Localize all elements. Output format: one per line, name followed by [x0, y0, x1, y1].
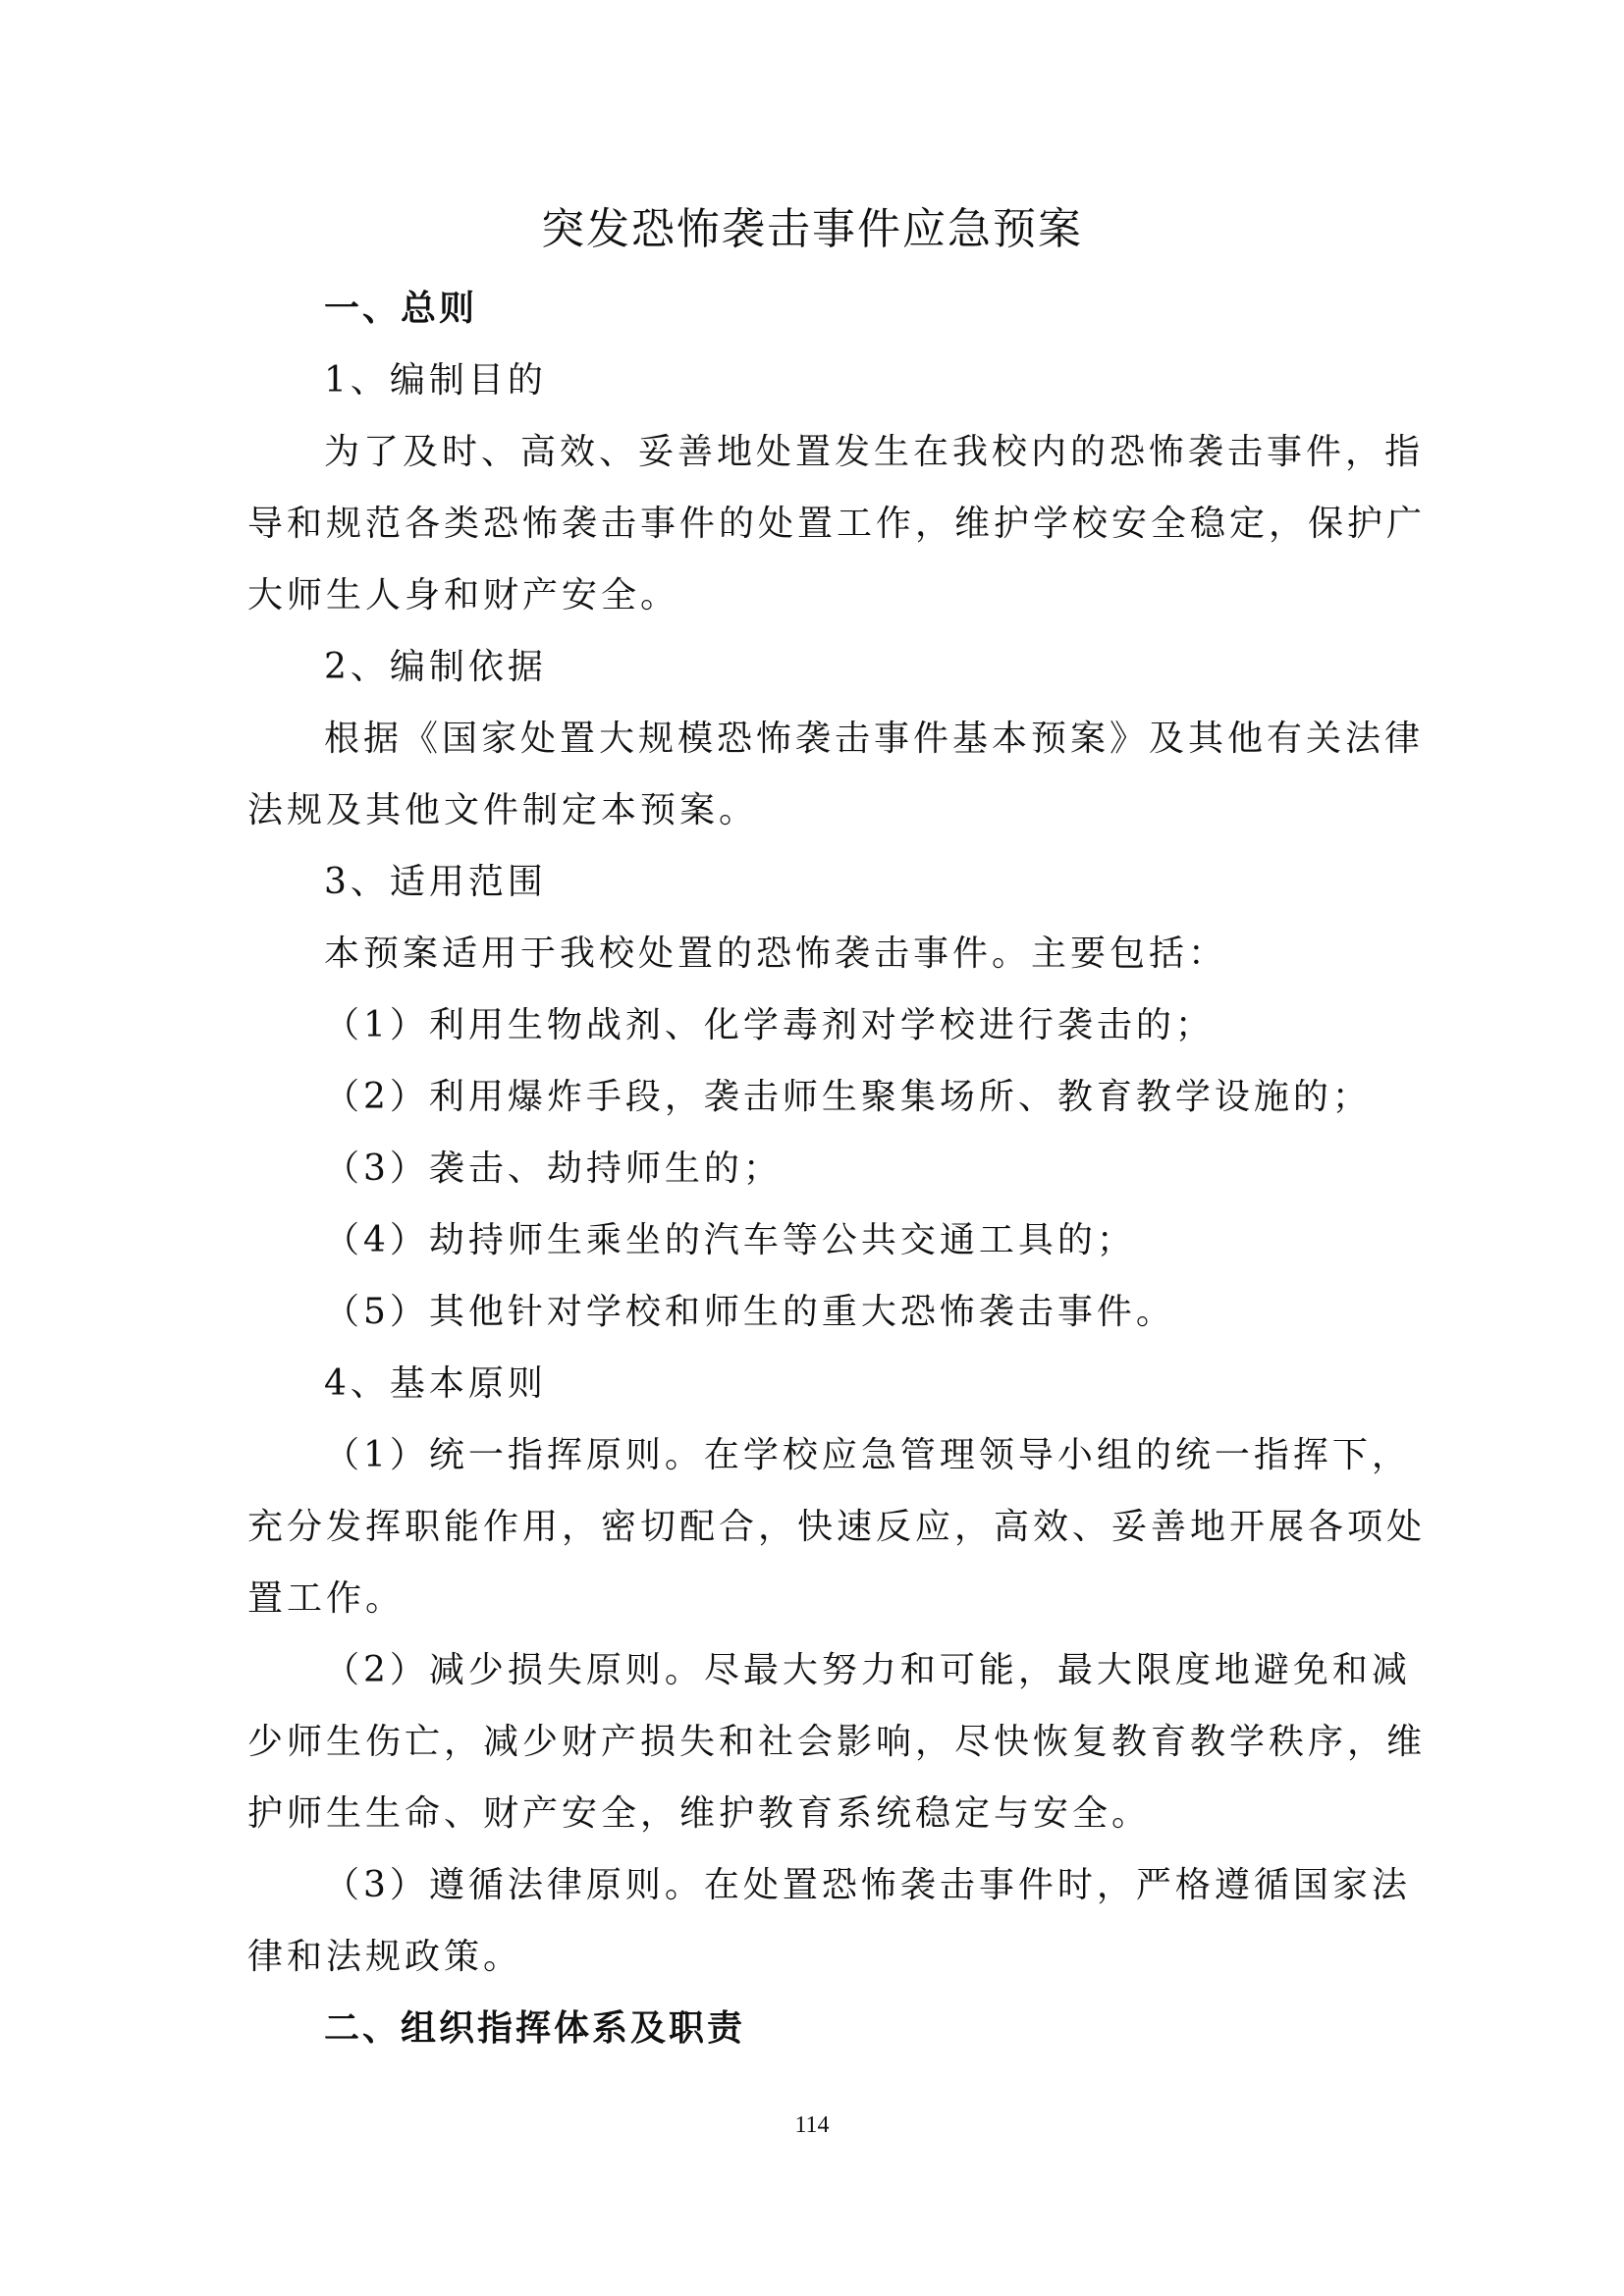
paragraph-line: 置工作。: [247, 1578, 406, 1619]
paragraph-line: 充分发挥职能作用，密切配合，快速反应，高效、妥善地开展各项处: [247, 1507, 1427, 1547]
subsection-heading: 1、编制目的: [324, 360, 547, 400]
subsection-heading: 3、适用范围: [324, 862, 547, 902]
paragraph-line: 导和规范各类恐怖袭击事件的处置工作，维护学校安全稳定，保护广: [247, 504, 1427, 544]
paragraph-line: 少师生伤亡，减少财产损失和社会影响，尽快恢复教育教学秩序，维: [247, 1722, 1427, 1762]
list-item: （4）劫持师生乘坐的汽车等公共交通工具的；: [324, 1220, 1136, 1260]
paragraph-line: （2）减少损失原则。尽最大努力和可能，最大限度地避免和减: [324, 1650, 1411, 1690]
paragraph-line: 护师生生命、财产安全，维护教育系统稳定与安全。: [247, 1793, 1152, 1834]
list-item: （3）袭击、劫持师生的；: [324, 1148, 783, 1189]
paragraph-line: 律和法规政策。: [247, 1937, 523, 1977]
subsection-heading: 2、编制依据: [324, 647, 547, 687]
list-item: （5）其他针对学校和师生的重大恐怖袭击事件。: [324, 1292, 1175, 1332]
paragraph-line: （1）统一指挥原则。在学校应急管理领导小组的统一指挥下，: [324, 1435, 1411, 1475]
list-item: （1）利用生物战剂、化学毒剂对学校进行袭击的；: [324, 1005, 1215, 1045]
paragraph-line: 为了及时、高效、妥善地处置发生在我校内的恐怖袭击事件，指: [324, 432, 1425, 472]
paragraph-line: 本预案适用于我校处置的恐怖袭击事件。主要包括：: [324, 934, 1228, 974]
section-heading-organization: 二、组织指挥体系及职责: [324, 2008, 746, 2049]
page-number: 114: [794, 2112, 830, 2138]
paragraph-line: 法规及其他文件制定本预案。: [247, 790, 759, 830]
paragraph-line: 大师生人身和财产安全。: [247, 575, 680, 615]
document-title: 突发恐怖袭击事件应急预案: [541, 204, 1083, 254]
paragraph-line: 根据《国家处置大规模恐怖袭击事件基本预案》及其他有关法律: [324, 719, 1425, 759]
list-item: （2）利用爆炸手段，袭击师生聚集场所、教育教学设施的；: [324, 1077, 1372, 1117]
section-heading-general: 一、总则: [324, 289, 478, 329]
paragraph-line: （3）遵循法律原则。在处置恐怖袭击事件时，严格遵循国家法: [324, 1865, 1411, 1905]
subsection-heading: 4、基本原则: [324, 1363, 547, 1404]
